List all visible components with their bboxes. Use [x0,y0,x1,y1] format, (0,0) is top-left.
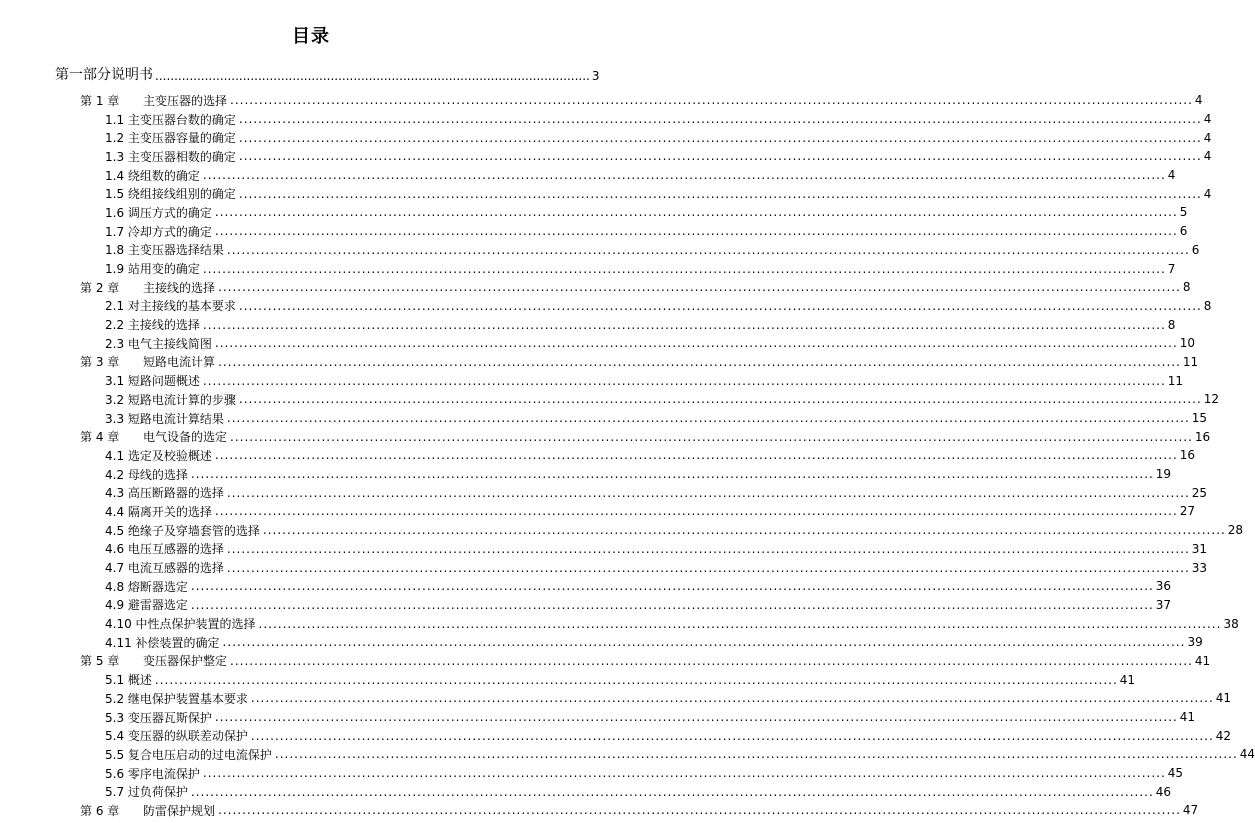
entry-label [105,391,236,408]
toc-section-entry[interactable] [0,670,1136,689]
toc-section-entry[interactable] [0,184,1212,203]
dot-leader: ........................................................................................................................................................................................................ [218,803,1181,818]
entry-label [105,522,260,539]
entry-title: 2.1 对主接线的基本要求 [105,299,236,314]
dot-leader: ........................................................................................................................................................................................................ [226,560,1190,575]
entry-label [105,148,236,165]
page-number: 11 [1182,354,1199,369]
page-number: 42 [1215,728,1232,743]
page-number: 25 [1191,485,1208,500]
entry-label [105,615,256,632]
page-number: 38 [1223,616,1239,631]
entry-label [105,634,220,651]
dot-leader: ........................................................................................................................................................................................................ [226,411,1190,426]
entry-title: 主变压器的选择 [143,93,228,108]
entry-title: 1.4 绕组数的确定 [105,168,200,183]
toc-section-entry[interactable] [0,521,1244,540]
entry-title: 4.6 电压互感器的选择 [105,542,224,557]
entry-title: 4.4 隔离开关的选择 [105,504,212,519]
entry-label [105,129,236,146]
toc-chapter-entry[interactable] [0,91,1203,110]
entry-title: 2.2 主接线的选择 [105,318,200,333]
page-number: 15 [1191,411,1208,426]
toc-section-entry[interactable] [0,689,1232,708]
entry-label [105,204,212,221]
dot-leader: ........................................................................................................................................................................................................ [238,130,1202,145]
page-number: 41 [1194,653,1211,668]
entry-label [80,802,215,819]
page-number: 11 [1167,373,1184,388]
dot-leader: ........................................................................................................................................................................................................ [250,691,1214,706]
entry-title: 4.2 母线的选择 [105,467,188,482]
entry-label [80,279,215,296]
toc-section-entry[interactable] [0,147,1212,166]
entry-label [105,297,236,314]
toc-section-entry[interactable] [0,334,1196,353]
dot-leader: ........................................................................................................................................................................................................ [250,728,1214,743]
toc-section-entry[interactable] [0,540,1208,559]
part-page-number: 3 [591,69,600,83]
dot-leader: ........................................................................................................................................................................................................ [202,317,1166,332]
entry-label [105,671,152,688]
toc-section-entry[interactable] [0,558,1208,577]
page-number: 4 [1194,93,1203,108]
entry-title: 电气设备的选定 [143,430,228,445]
entry-label [105,223,212,240]
toc-section-entry[interactable] [0,446,1196,465]
entry-title: 1.3 主变压器相数的确定 [105,149,236,164]
page-number: 33 [1191,560,1208,575]
dot-leader: ........................................................................................................................................................................................................ [238,186,1202,201]
page-number: 16 [1194,429,1211,444]
entry-title: 1.6 调压方式的确定 [105,205,212,220]
dot-leader: ........................................................................................................................................................................................................ [262,523,1226,538]
page-number: 12 [1203,392,1220,407]
dot-leader: ........................................................................................................................................................................................................ [238,298,1202,313]
dot-leader: ........................................................................................................................................................................................................ [230,653,1193,668]
dot-leader: ........................................................................................................................................................................................................ [226,242,1190,257]
dot-leader: ........................................................................................................................................................................................................ [214,336,1178,351]
toc-section-entry[interactable] [0,596,1172,615]
chapter-number: 第 2 章 [80,280,120,295]
toc-chapter-entry[interactable] [0,801,1199,820]
entry-title: 4.11 补偿装置的确定 [105,635,220,650]
toc-section-entry[interactable] [0,483,1208,502]
entry-title: 1.9 站用变的确定 [105,262,200,277]
chapter-number: 第 1 章 [80,93,120,108]
page-number: 8 [1182,280,1191,295]
entry-title: 3.2 短路电流计算的步骤 [105,392,236,407]
entry-label [105,484,224,501]
toc-section-entry[interactable] [0,577,1172,596]
toc-section-entry[interactable] [0,110,1212,129]
entry-label [105,372,200,389]
toc-section-entry[interactable] [0,614,1239,633]
toc-section-entry[interactable] [0,203,1188,222]
entry-title: 5.2 继电保护装置基本要求 [105,691,248,706]
dot-leader: ........................................................................................................................................................................................................ [222,635,1186,650]
page-number: 28 [1227,523,1244,538]
toc-part-entry[interactable] [55,64,600,84]
entry-label [105,111,236,128]
part-number: 第一部分 [55,67,111,83]
page-title: 目录 [292,26,330,47]
dot-leader: ........................................................................................................................................................................................................ [214,504,1178,519]
toc-section-entry[interactable] [0,128,1212,147]
entry-title: 4.5 绝缘子及穿墙套管的选择 [105,523,260,538]
entry-title: 短路电流计算 [143,355,216,370]
page-number: 45 [1167,766,1184,781]
entry-title: 4.9 避雷器选定 [105,598,188,613]
toc-chapter-entry[interactable] [0,353,1199,372]
toc-section-entry[interactable] [0,745,1255,764]
dot-leader: ........................................................................................................................................................................................................ [202,373,1166,388]
entry-title: 5.5 复合电压启动的过电流保护 [105,747,272,762]
dot-leader: ........................................................................................................................................................................................................ [202,168,1166,183]
page-number: 8 [1203,298,1212,313]
dot-leader: ........................................................................................................................................................................................................ [214,448,1178,463]
entry-label [105,241,224,258]
entry-title: 主接线的选择 [143,280,216,295]
dot-leader: ........................................................................................................................................................................................................ [202,766,1166,781]
page-number: 46 [1155,784,1172,799]
dot-leader: ........................................................................................................................................................................................................ [258,616,1222,631]
toc-list [0,91,1255,820]
toc-section-entry[interactable] [0,633,1203,652]
toc-chapter-entry[interactable] [0,652,1211,671]
entry-title: 1.1 主变压器台数的确定 [105,112,236,127]
entry-label [105,466,188,483]
dot-leader: ........................................................................................................................................................................................................ [218,354,1181,369]
toc-section-entry[interactable] [0,222,1188,241]
entry-title: 5.6 零序电流保护 [105,766,200,781]
toc-section-entry[interactable] [0,241,1200,260]
page-number: 41 [1179,710,1196,725]
toc-chapter-entry[interactable] [0,427,1211,446]
entry-label [80,428,227,445]
entry-title: 2.3 电气主接线简图 [105,336,212,351]
entry-title: 5.3 变压器瓦斯保护 [105,710,212,725]
entry-title: 5.1 概述 [105,673,152,688]
toc-section-entry[interactable] [0,409,1208,428]
dot-leader: ........................................................................................................................................................................................................ [154,672,1118,687]
toc-section-entry[interactable] [0,390,1220,409]
entry-title: 3.3 短路电流计算结果 [105,411,224,426]
entry-title: 3.1 短路问题概述 [105,374,200,389]
toc-section-entry[interactable] [0,259,1176,278]
dot-leader: ........................................................................................................................................................................................................ [190,467,1154,482]
chapter-number: 第 4 章 [80,430,120,445]
page-number: 44 [1239,747,1255,762]
chapter-number: 第 6 章 [80,803,120,818]
part-title: 说明书 [111,67,153,83]
entry-title: 4.8 熔断器选定 [105,579,188,594]
page-number: 27 [1179,504,1196,519]
dot-leader: .................................................................................................................. [155,69,590,83]
dot-leader: ........................................................................................................................................................................................................ [214,224,1178,239]
chapter-number: 第 5 章 [80,654,120,669]
entry-label [105,167,200,184]
page-number: 36 [1155,579,1172,594]
page-number: 6 [1179,224,1188,239]
entry-title: 4.7 电流互感器的选择 [105,561,224,576]
dot-leader: ........................................................................................................................................................................................................ [274,747,1238,762]
page-number: 4 [1203,149,1212,164]
page-number: 41 [1215,691,1232,706]
entry-title: 5.4 变压器的纵联差动保护 [105,729,248,744]
entry-label [105,578,188,595]
entry-label [80,92,227,109]
toc-section-entry[interactable] [0,708,1196,727]
page-number: 4 [1167,168,1176,183]
page-number: 6 [1191,242,1200,257]
toc-section-entry[interactable] [0,764,1184,783]
entry-label [80,353,215,370]
dot-leader: ........................................................................................................................................................................................................ [238,392,1202,407]
toc-section-entry[interactable] [0,166,1176,185]
page-number: 8 [1167,317,1176,332]
entry-label [80,652,227,669]
entry-label [105,410,224,427]
entry-title: 1.7 冷却方式的确定 [105,224,212,239]
toc-section-entry[interactable] [0,726,1232,745]
chapter-number: 第 3 章 [80,355,120,370]
page-number: 39 [1187,635,1203,650]
entry-label [105,746,272,763]
entry-title: 4.10 中性点保护装置的选择 [105,617,256,632]
page-number: 5 [1179,205,1188,220]
entry-title: 防雷保护规划 [143,803,216,818]
entry-label [105,727,248,744]
page-number: 37 [1155,597,1172,612]
toc-section-entry[interactable] [0,297,1212,316]
toc-section-entry[interactable] [0,465,1172,484]
dot-leader: ........................................................................................................................................................................................................ [238,112,1202,127]
entry-title: 1.2 主变压器容量的确定 [105,131,236,146]
dot-leader: ........................................................................................................................................................................................................ [214,205,1178,220]
page-number: 16 [1179,448,1196,463]
dot-leader: ........................................................................................................................................................................................................ [226,541,1190,556]
dot-leader: ........................................................................................................................................................................................................ [226,485,1190,500]
dot-leader: ........................................................................................................................................................................................................ [230,429,1193,444]
entry-label [105,596,188,613]
toc-section-entry[interactable] [0,371,1184,390]
page-number: 10 [1179,336,1196,351]
entry-title: 1.8 主变压器选择结果 [105,243,224,258]
entry-title: 5.7 过负荷保护 [105,785,188,800]
entry-label [105,559,224,576]
entry-label [105,783,188,800]
toc-chapter-entry[interactable] [0,278,1191,297]
dot-leader: ........................................................................................................................................................................................................ [238,149,1202,164]
entry-label [105,447,212,464]
entry-title: 变压器保护整定 [143,654,228,669]
page-number: 4 [1203,130,1212,145]
entry-label [105,690,248,707]
entry-label [105,503,212,520]
page-number: 4 [1203,186,1212,201]
dot-leader: ........................................................................................................................................................................................................ [190,579,1154,594]
page-number: 47 [1182,803,1199,818]
page-number: 4 [1203,112,1212,127]
toc-section-entry[interactable] [0,502,1196,521]
dot-leader: ........................................................................................................................................................................................................ [230,93,1193,108]
dot-leader: ........................................................................................................................................................................................................ [190,784,1154,799]
toc-section-entry[interactable] [0,315,1176,334]
entry-title: 4.3 高压断路器的选择 [105,486,224,501]
entry-label [105,316,200,333]
entry-title: 4.1 选定及校验概述 [105,448,212,463]
entry-label [105,765,200,782]
entry-label [105,335,212,352]
page-number: 31 [1191,541,1208,556]
entry-label [105,260,200,277]
entry-label [105,185,236,202]
entry-label [105,540,224,557]
page-number: 41 [1119,672,1136,687]
entry-title: 1.5 绕组接线组别的确定 [105,187,236,202]
dot-leader: ........................................................................................................................................................................................................ [190,597,1154,612]
dot-leader: ........................................................................................................................................................................................................ [218,280,1181,295]
dot-leader: ........................................................................................................................................................................................................ [214,710,1178,725]
entry-label [105,709,212,726]
dot-leader: ........................................................................................................................................................................................................ [202,261,1166,276]
page-number: 19 [1155,467,1172,482]
page-number: 7 [1167,261,1176,276]
toc-section-entry[interactable] [0,782,1172,801]
